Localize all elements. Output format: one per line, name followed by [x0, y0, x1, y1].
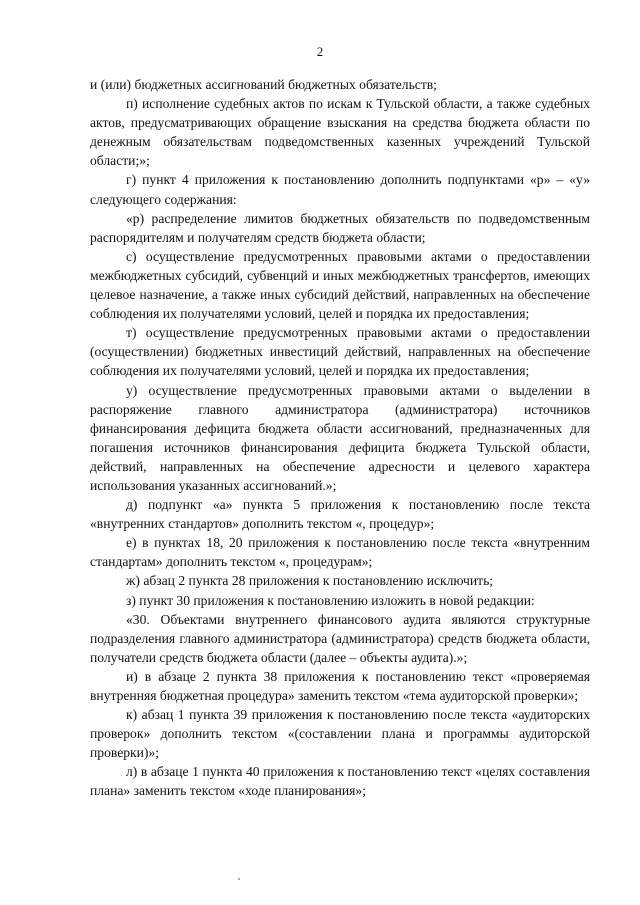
paragraph: з) пункт 30 приложения к постановлению изложить в новой редакции: — [126, 592, 535, 608]
document-body — [90, 75, 590, 801]
paragraph: «30. Объектами внутреннего финансового аудита являются структурные подразделения главного администратора (администратора) средств бюджета области, получатели средств бюджета области (далее – объекты аудита).»; — [90, 611, 590, 665]
paragraph: и (или) бюджетных ассигнований бюджетных обязательств; — [90, 77, 437, 92]
paragraph: п) исполнение судебных актов по искам к Тульской области, а также судебных актов, предусматривающих обращение взыскания на средства бюджета области по денежным обязательствам подведомственных казенных учреждений Тульской области;»; — [90, 96, 590, 169]
paragraph: д) подпункт «а» пункта 5 приложения к постановлению после текста «внутренних стандартов» дополнить текстом «, процедур»; — [90, 497, 590, 532]
paragraph: к) абзац 1 пункта 39 приложения к постановлению после текста «аудиторских проверок» дополнить текстом «(составлении плана и программы аудиторской проверки)»; — [90, 707, 590, 761]
paragraph: ж) абзац 2 пункта 28 приложения к постановлению исключить; — [126, 573, 494, 589]
paragraph: у) осуществление предусмотренных правовыми актами о выделении в распоряжение главного администратора (администратора) источников финансирования дефицита бюджета области ассигнований, предназначенных для погашения источников финансирования дефицита бюджета Тульской области, действий, направленных на обеспечение адресности и целевого характера использования указанных ассигнований.»; — [90, 382, 590, 493]
paragraph: г) пункт 4 приложения к постановлению дополнить подпунктами «р» – «у» следующего содержания: — [90, 172, 590, 207]
paragraph: л) в абзаце 1 пункта 40 приложения к постановлению текст «целях составления плана» заменить текстом «ходе планирования»; — [90, 764, 590, 799]
paragraph: с) осуществление предусмотренных правовыми актами о предоставлении межбюджетных субсидий, субвенций и иных межбюджетных трансфертов, имеющих целевое назначение, а также иных субсидий действий, направленных на обеспечение соблюдения их получателями условий, целей и порядка их предоставления; — [90, 248, 590, 322]
paragraph: «р) распределение лимитов бюджетных обязательств по подведомственным распорядителям и получателям средств бюджета области; — [90, 210, 590, 245]
page-number: 2 — [316, 44, 324, 59]
paragraph: е) в пунктах 18, 20 приложения к постановлению после текста «внутренним стандартам» дополнить текстом «, процедурам»; — [90, 535, 590, 570]
scan-speck — [238, 878, 240, 880]
paragraph: и) в абзаце 2 пункта 38 приложения к постановлению текст «проверяемая внутренняя бюджетная процедура» заменить текстом «тема аудиторской проверки»; — [90, 668, 590, 703]
paragraph: т) осуществление предусмотренных правовыми актами о предоставлении (осуществлении) бюджетных инвестиций действий, направленных на обеспечение соблюдения их получателями условий, целей и порядка их предоставления; — [90, 325, 590, 379]
